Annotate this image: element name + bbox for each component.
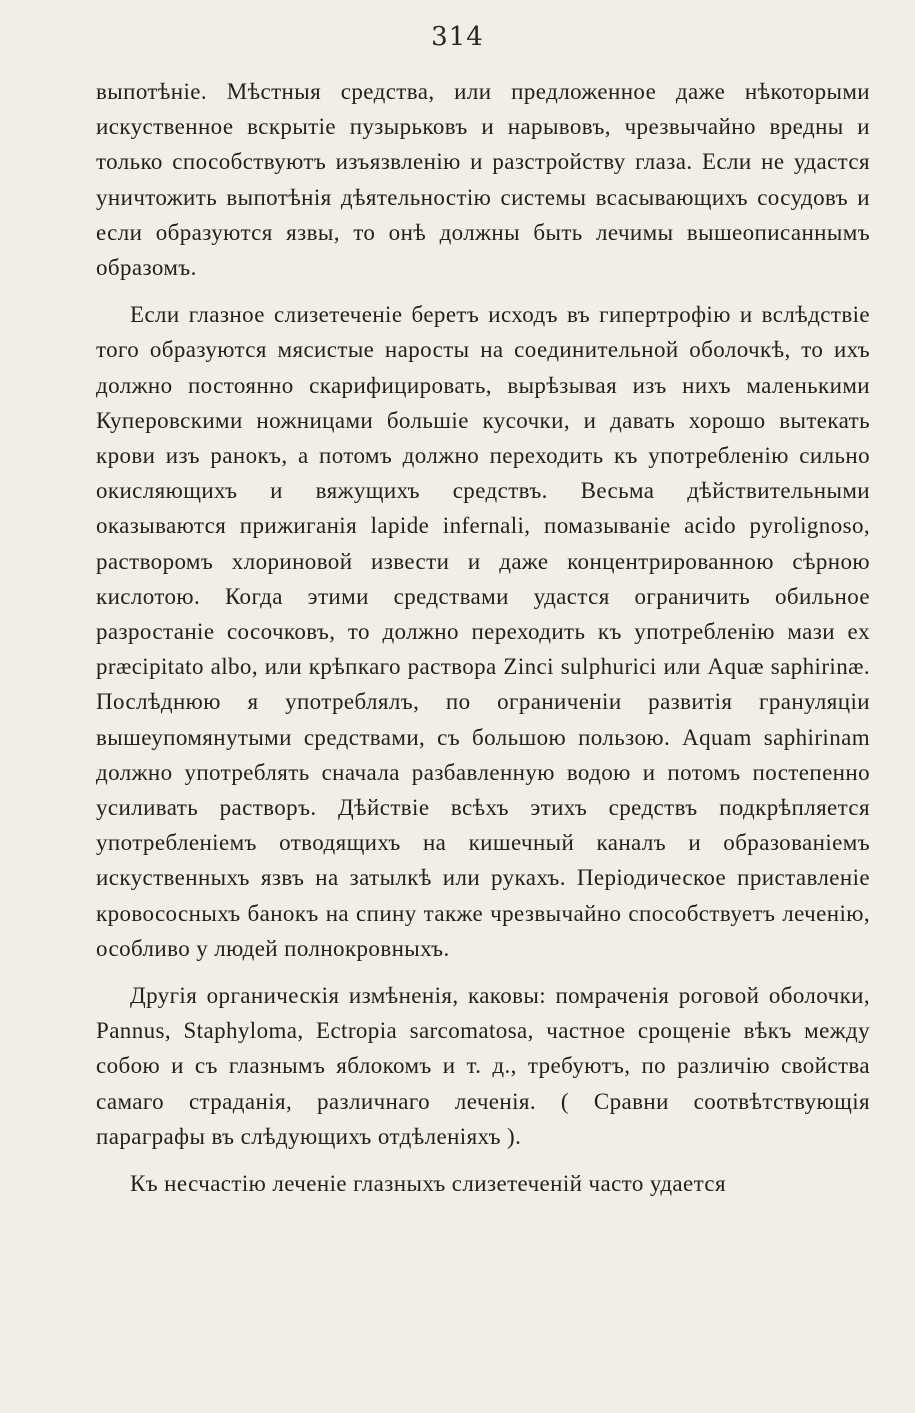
page-number: 314 [431, 22, 484, 52]
paragraph-4: Къ несчастію леченіе глазныхъ слизетеченій часто удается [130, 1171, 726, 1197]
page-text [96, 74, 870, 1201]
paragraph-2: Если глазное слизетеченіе беретъ исходъ въ гипертрофію и вслѣдствіе того образуются мясистые наросты на соединительной оболочкѣ, то ихъ должно постоянно скарифицировать, вырѣзывая изъ нихъ маленькими Куперовскими ножницами большіе кусочки, и давать хорошо вытекать крови изъ ранокъ, а потомъ должно переходить къ употребленію сильно окисляющихъ и вяжущихъ средствъ. Весьма дѣйствительными оказываются прижиганія lapide infernali, помазываніе acido pyrolignoso, растворомъ хлориновой извести и даже концентрированною сѣрною кислотою. Когда этими средствами удастся ограничить обильное разростаніе сосочковъ, то должно переходить къ употребленію мази ex præcipitato albo, или крѣпкаго раствора Zinci sulphurici или Aquæ saphirinæ. Послѣднюю я употреблялъ, по ограниченіи развитія грануляціи вышеупомянутыми средствами, съ большою пользою. Aquam saphirinam должно употреблять сначала разбавленную водою и потомъ постепенно усиливать растворъ. Дѣйствіе всѣхъ этихъ средствъ подкрѣпляется употребленіемъ отводящихъ на кишечный каналъ и образованіемъ искуственныхъ язвъ на затылкѣ или рукахъ. Періодическое приставленіе кровососныхъ банокъ на спину также чрезвычайно способствуетъ леченію, особливо у людей полнокровныхъ. [96, 302, 870, 961]
paragraph-1: выпотѣніе. Мѣстныя средства, или предложенное даже нѣкоторыми искуственное вскрытіе пузырьковъ и нарывовъ, чрезвычайно вредны и только способствуютъ изъязвленію и разстройству глаза. Если не удастся уничтожить выпотѣнія дѣятельностію системы всасывающихъ сосудовъ и если образуются язвы, то онѣ должны быть лечимы вышеописаннымъ образомъ. [96, 79, 870, 281]
paragraph-3: Другія органическія измѣненія, каковы: помраченія роговой оболочки, Pannus, Staphyloma, Ectropia sarcomatosa, частное срощеніе вѣкъ между собою и съ глазнымъ яблокомъ и т. д., требуютъ, по различію свойства самаго страданія, различнаго леченія. ( Сравни соотвѣтствующія параграфы въ слѣдующихъ отдѣленіяхъ ). [96, 983, 870, 1149]
